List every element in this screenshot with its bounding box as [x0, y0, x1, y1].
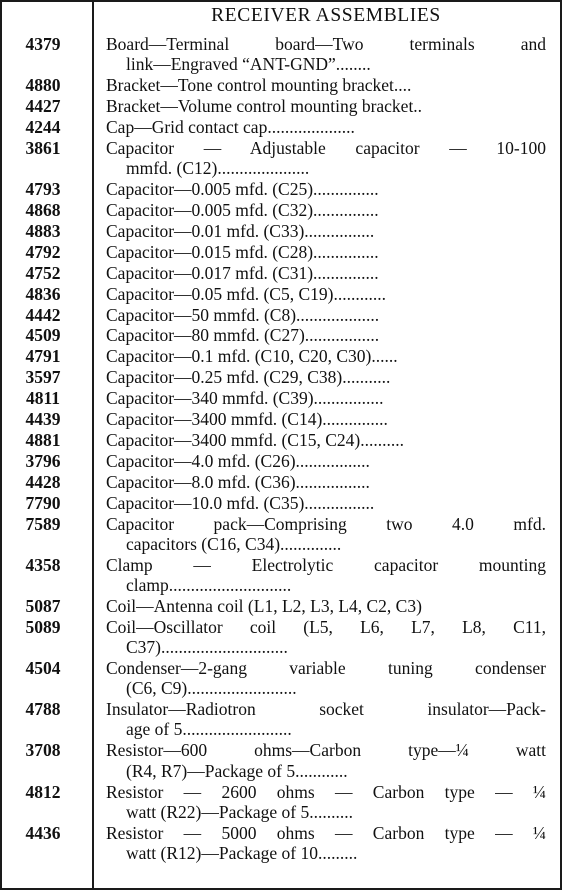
part-row: [0, 117, 562, 137]
part-number: 4428: [25, 471, 61, 492]
part-description: [106, 75, 546, 95]
part-description: [106, 305, 546, 325]
part-description: [106, 472, 546, 492]
part-description: [106, 617, 546, 658]
part-number: 4752: [25, 262, 61, 283]
part-description: [106, 823, 546, 864]
section-title: RECEIVER ASSEMBLIES: [211, 5, 441, 26]
description-line: Capacitor—0.1 mfd. (C10, C20, C30)......: [106, 346, 398, 367]
part-row: [0, 493, 562, 513]
description-line: Resistor — 5000 ohms — Carbon type — ¼: [106, 822, 546, 843]
description-line: Capacitor—0.25 mfd. (C29, C38)...........: [106, 367, 391, 388]
part-description: [106, 284, 546, 304]
top-border: [0, 0, 562, 2]
description-line: age of 5.........................: [126, 719, 292, 740]
description-line: capacitors (C16, C34)..............: [126, 533, 342, 554]
part-description: [106, 242, 546, 262]
part-row: [0, 367, 562, 387]
part-number: 4836: [25, 283, 61, 304]
part-row: [0, 305, 562, 325]
part-description: [106, 325, 546, 345]
description-line: (C6, C9).........................: [126, 678, 297, 699]
part-description: [106, 117, 546, 137]
part-row: [0, 96, 562, 116]
description-line: mmfd. (C12).....................: [126, 158, 310, 179]
part-number: 4504: [25, 658, 61, 678]
part-description: [106, 555, 546, 596]
description-line: Capacitor—0.01 mfd. (C33)................: [106, 220, 375, 241]
part-row: [0, 823, 562, 864]
part-description: [106, 658, 546, 699]
part-description: [106, 367, 546, 387]
part-description: [106, 699, 546, 740]
part-description: [106, 388, 546, 408]
description-line: Capacitor—4.0 mfd. (C26).................: [106, 450, 370, 471]
part-description: [106, 430, 546, 450]
part-number: 7589: [25, 513, 61, 534]
part-row: [0, 430, 562, 450]
part-description: [106, 96, 546, 116]
part-row: [0, 179, 562, 199]
part-description: [106, 493, 546, 513]
part-number: 4442: [25, 304, 61, 325]
part-number: 4812: [25, 781, 61, 802]
description-line: Resistor — 2600 ohms — Carbon type — ¼: [106, 781, 546, 802]
part-description: [106, 138, 546, 179]
description-line: Capacitor—80 mmfd. (C27).................: [106, 325, 380, 346]
part-number: 4791: [25, 346, 61, 367]
part-row: [0, 388, 562, 408]
part-description: [106, 179, 546, 199]
description-line: Resistor—600 ohms—Carbon type—¼ watt: [106, 740, 546, 761]
part-number: 4793: [25, 179, 61, 200]
part-number: 3708: [25, 740, 61, 761]
description-line: Board—Terminal board—Two terminals and: [106, 34, 546, 54]
description-line: Capacitor pack—Comprising two 4.0 mfd.: [106, 513, 546, 534]
part-row: [0, 284, 562, 304]
part-number: 4868: [25, 200, 61, 220]
part-description: [106, 34, 546, 75]
description-line: link—Engraved “ANT-GND”........: [126, 54, 371, 75]
description-line: Capacitor—8.0 mfd. (C36).................: [106, 471, 370, 492]
part-row: [0, 514, 562, 555]
part-description: [106, 346, 546, 366]
part-row: [0, 740, 562, 781]
part-row: [0, 138, 562, 179]
part-number: 4788: [25, 699, 61, 720]
part-number: 5089: [25, 616, 61, 637]
part-description: [106, 451, 546, 471]
part-description: [106, 514, 546, 555]
part-row: [0, 200, 562, 220]
description-line: Capacitor—340 mmfd. (C39)................: [106, 388, 384, 409]
part-description: [106, 596, 546, 616]
description-line: (R4, R7)—Package of 5............: [126, 760, 348, 781]
part-row: [0, 346, 562, 366]
part-number: 4358: [25, 554, 61, 575]
part-description: [106, 221, 546, 241]
description-line: Capacitor—10.0 mfd. (C35)................: [106, 492, 375, 513]
part-row: [0, 325, 562, 345]
part-number: 3796: [25, 450, 61, 471]
description-line: Capacitor—0.005 mfd. (C25)...............: [106, 179, 379, 200]
part-number: 4811: [25, 388, 61, 409]
part-number: 4436: [25, 822, 61, 843]
part-number: 4244: [25, 117, 61, 137]
description-line: Coil—Oscillator coil (L5, L6, L7, L8, C11,: [106, 616, 546, 637]
description-line: Capacitor—0.015 mfd. (C28)...............: [106, 241, 379, 262]
part-number: 4792: [25, 241, 61, 262]
description-line: Bracket—Tone control mounting bracket....: [106, 75, 412, 96]
part-row: [0, 596, 562, 616]
part-number: 4880: [25, 75, 61, 96]
description-line: Insulator—Radiotron socket insulator—Pack-: [106, 699, 546, 720]
description-line: Capacitor—3400 mmfd. (C15, C24)..........: [106, 429, 404, 450]
part-row: [0, 451, 562, 471]
part-row: [0, 34, 562, 75]
description-line: Capacitor—3400 mmfd. (C14)...............: [106, 409, 388, 429]
description-line: Bracket—Volume control mounting bracket..: [106, 96, 423, 117]
description-line: watt (R22)—Package of 5..........: [126, 801, 353, 822]
part-description: [106, 263, 546, 283]
part-description: [106, 200, 546, 220]
part-number: 4439: [25, 409, 61, 429]
description-line: Clamp — Electrolytic capacitor mounting: [106, 554, 546, 575]
part-number: 4883: [25, 220, 61, 241]
part-description: [106, 740, 546, 781]
description-line: Condenser—2-gang variable tuning condenser: [106, 658, 546, 678]
part-number: 3861: [25, 137, 61, 158]
part-row: [0, 699, 562, 740]
part-description: [106, 782, 546, 823]
part-row: [0, 617, 562, 658]
part-row: [0, 658, 562, 699]
description-line: Capacitor—0.017 mfd. (C31)...............: [106, 262, 379, 283]
description-line: Coil—Antenna coil (L1, L2, L3, L4, C2, C3): [106, 595, 422, 616]
part-number: 7790: [25, 492, 61, 513]
part-row: [0, 221, 562, 241]
description-line: Capacitor — Adjustable capacitor — 10-100: [106, 137, 546, 158]
description-line: Capacitor—0.05 mfd. (C5, C19)............: [106, 283, 386, 304]
part-number: 4881: [25, 429, 61, 450]
description-line: watt (R12)—Package of 10.........: [126, 843, 358, 864]
part-row: [0, 242, 562, 262]
description-line: Capacitor—0.005 mfd. (C32)...............: [106, 200, 379, 220]
description-line: Cap—Grid contact cap....................: [106, 117, 355, 137]
description-line: Capacitor—50 mmfd. (C8)...................: [106, 304, 380, 325]
part-row: [0, 263, 562, 283]
part-number: 3597: [25, 367, 61, 388]
part-row: [0, 75, 562, 95]
part-row: [0, 472, 562, 492]
part-number: 4427: [25, 96, 61, 117]
part-row: [0, 409, 562, 429]
part-description: [106, 409, 546, 429]
part-row: [0, 555, 562, 596]
part-number: 5087: [25, 595, 61, 616]
part-number: 4379: [25, 34, 61, 54]
part-number: 4509: [25, 325, 61, 346]
description-line: clamp............................: [126, 574, 292, 595]
description-line: C37).............................: [126, 637, 288, 658]
part-row: [0, 782, 562, 823]
